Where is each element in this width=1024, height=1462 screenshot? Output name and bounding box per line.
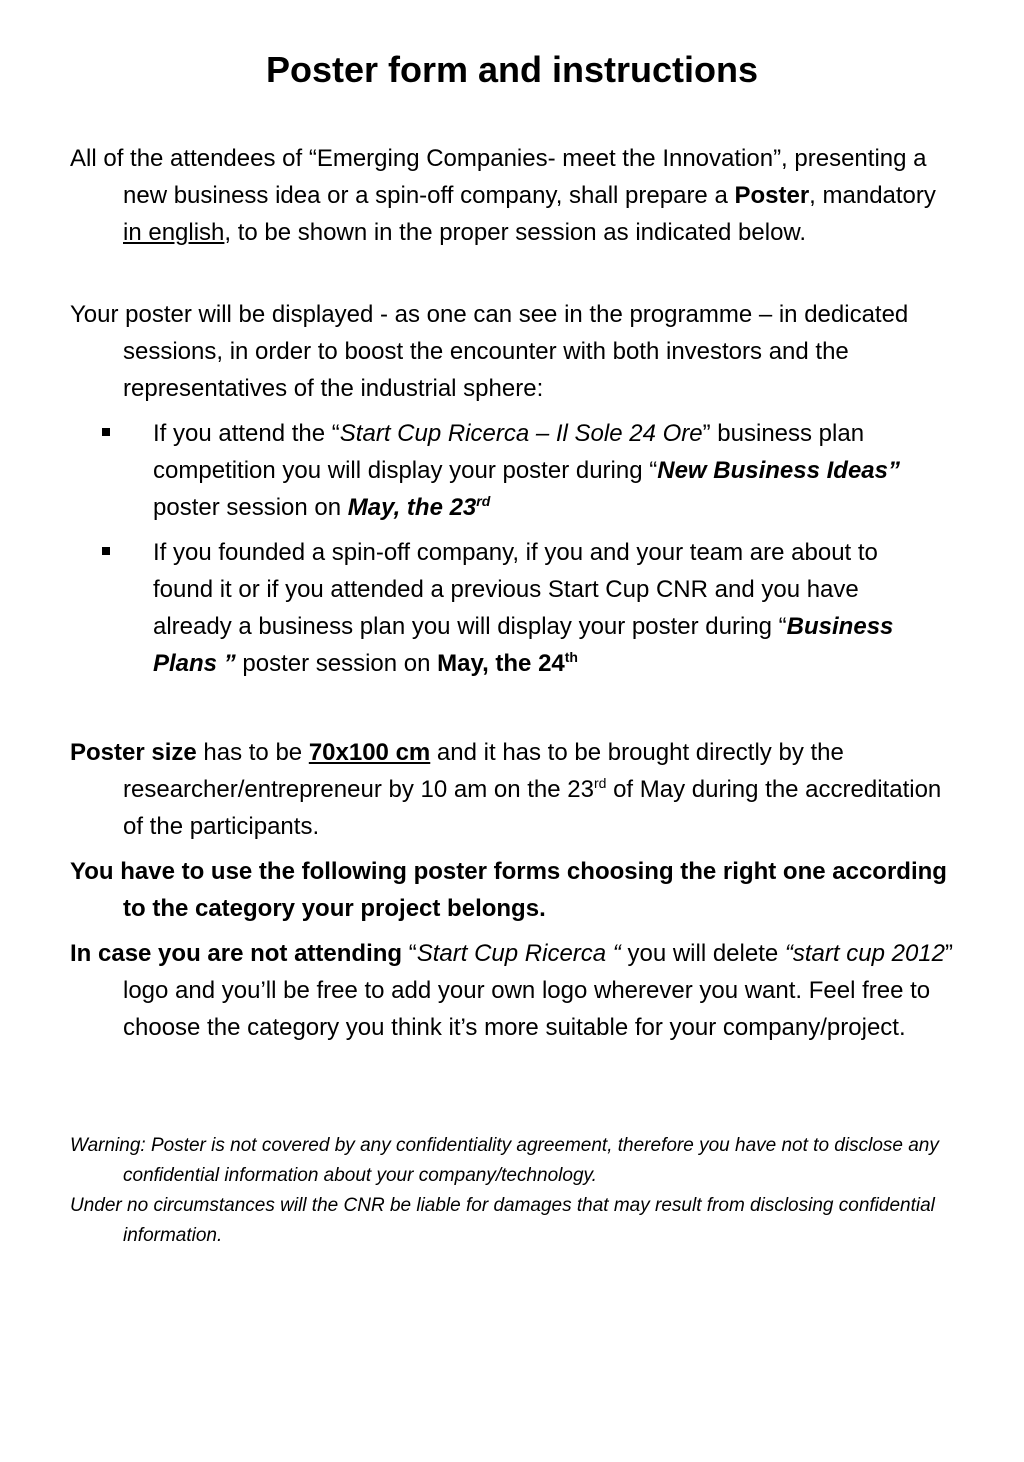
page-title: Poster form and instructions: [265, 49, 759, 90]
bold-text: You have to use the following poster forms choosing the right one according to the category your project belongs.: [70, 858, 947, 922]
text: of May during the accreditation of the participants.: [123, 776, 942, 840]
italic-text: “start cup 2012: [784, 940, 945, 967]
warning-liability: Under no circumstances will the CNR be liable for damages that may result from disclosing confidential information.: [70, 1195, 935, 1246]
bold-text: Poster: [734, 182, 810, 209]
square-bullet-icon: [102, 428, 110, 436]
underlined-text: in english: [123, 219, 225, 246]
square-bullet-icon: [102, 547, 110, 555]
text: If you founded a spin-off company, if you and your team are about to found it or if you attended a previous Start Cup CNR and you have already a business plan you will display your poster during “: [153, 539, 878, 640]
paragraph-poster-forms: [70, 853, 960, 927]
bullet-start-cup: [100, 415, 930, 526]
superscript: th: [564, 649, 578, 665]
bold-italic-text: Business Plans ”: [153, 613, 894, 677]
bold-italic-text: New Business Ideas”: [657, 457, 900, 484]
italic-text: Start Cup Ricerca “: [416, 940, 621, 967]
superscript: rd: [593, 775, 607, 791]
paragraph-display: [70, 296, 960, 407]
bold-text: In case you are not attending: [70, 940, 403, 967]
bold-underlined-text: 70x100 cm: [308, 739, 431, 766]
text: you will delete: [620, 940, 785, 967]
text: ” business plan competition you will display your poster during “: [153, 420, 865, 484]
text: “: [402, 940, 417, 967]
text: poster session on: [153, 494, 348, 521]
text: , to be shown in the proper session as indicated below.: [224, 219, 807, 246]
paragraph-not-attending: [70, 935, 960, 1046]
superscript: rd: [476, 493, 491, 509]
text: ” logo and you’ll be free to add your own logo wherever you want. Feel free to choose the category you think it’s more suitable for your company/project.: [123, 940, 953, 1041]
paragraph-poster-size: [70, 734, 960, 845]
text: , mandatory: [809, 182, 936, 209]
text: All of the attendees of “Emerging Companies- meet the Innovation”, presenting a new business idea or a spin-off company, shall prepare a: [70, 145, 927, 209]
paragraph-attendees: [70, 140, 960, 251]
italic-text: Start Cup Ricerca – Il Sole 24 Ore: [339, 420, 703, 447]
bullet-spin-off: [100, 534, 930, 682]
text: and it has to be brought directly by the researcher/entrepreneur by 10 am on the 23: [123, 739, 844, 803]
text: Your poster will be displayed - as one can see in the programme – in dedicated sessions, in order to boost the encounter with both investors and the representatives of the industrial sphere:: [70, 301, 909, 402]
text: has to be: [196, 739, 309, 766]
warning-confidentiality: Warning: Poster is not covered by any confidentiality agreement, therefore you have not to disclose any confidential information about your company/technology.: [70, 1135, 939, 1186]
text: If you attend the “: [153, 420, 340, 447]
bold-text: Poster size: [70, 739, 197, 766]
bold-italic-text: May, the 23: [347, 494, 477, 521]
bold-text: May, the 24: [437, 650, 565, 677]
text: poster session on: [235, 650, 438, 677]
